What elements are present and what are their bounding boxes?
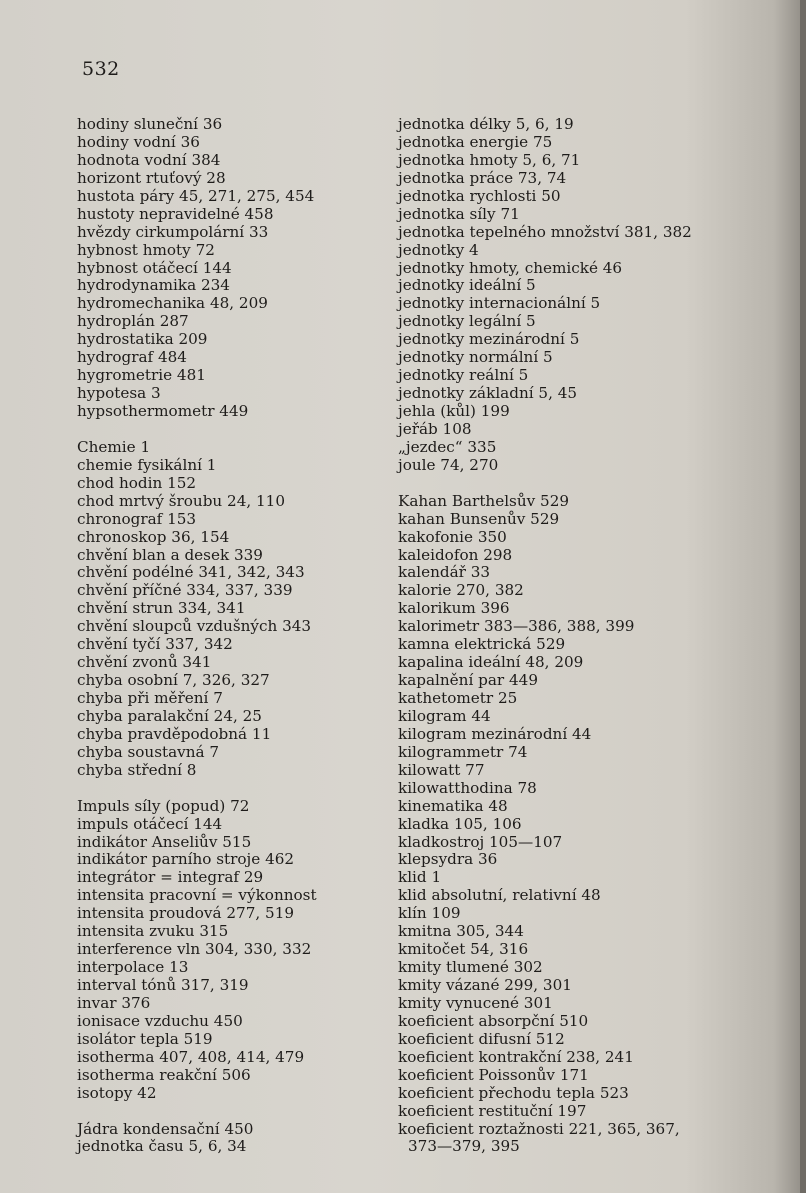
index-entry: kapalina ideální 48, 209: [398, 653, 584, 672]
index-entry: chvění zvonů 341: [77, 653, 212, 672]
index-entry: kalorimetr 383—386, 388, 399: [398, 617, 635, 636]
index-entry: klid absolutní, relativní 48: [398, 886, 601, 905]
index-entry: koeficient restituční 197: [398, 1101, 587, 1120]
index-entry: kmity tlumené 302: [398, 958, 543, 977]
index-entry: indikátor parního stroje 462: [77, 850, 295, 869]
index-entry: jednotky internacionální 5: [398, 294, 601, 313]
index-entry: hustota páry 45, 271, 275, 454: [77, 186, 315, 205]
index-entry: intensita proudová 277, 519: [77, 904, 295, 923]
index-entry: chvění blan a desek 339: [77, 545, 263, 564]
index-entry: kmity vázané 299, 301: [398, 976, 572, 994]
index-entry: kmitočet 54, 316: [398, 940, 529, 959]
index-entry: intensita zvuku 315: [77, 922, 229, 941]
index-entry: impuls otáčecí 144: [77, 814, 223, 833]
index-entry: joule 74, 270: [398, 455, 499, 474]
index-entry: Jádra kondensační 450: [77, 1119, 254, 1138]
index-entry: jednotky legální 5: [398, 312, 536, 331]
index-entry: interpolace 13: [77, 958, 189, 977]
index-entry: kilogram mezinárodní 44: [398, 724, 592, 743]
page-binding-edge: [800, 0, 806, 1193]
index-entry: jednotka délky 5, 6, 19: [398, 115, 574, 133]
index-entry: jednotka práce 73, 74: [398, 168, 567, 187]
index-entry: jeřáb 108: [398, 419, 472, 438]
index-column-left: [77, 116, 377, 1156]
index-entry: jednotky základní 5, 45: [398, 384, 578, 403]
index-entry: chyba při měření 7: [77, 689, 223, 707]
index-entry: kathetometr 25: [398, 689, 518, 707]
index-entry: klid 1: [398, 868, 442, 887]
index-entry: horizont rtuťový 28: [77, 168, 226, 187]
index-entry: koeficient absorpční 510: [398, 1011, 589, 1030]
index-entry: kalorikum 396: [398, 599, 510, 618]
index-entry: hydrodynamika 234: [77, 276, 230, 295]
index-entry: kakofonie 350: [398, 527, 507, 546]
index-entry: chronoskop 36, 154: [77, 527, 230, 546]
index-entry: 373—379, 395: [408, 1137, 520, 1156]
index-column-right: [398, 116, 758, 1156]
index-entry: kahan Bunsenův 529: [398, 509, 560, 528]
index-entry: hypsothermometr 449: [77, 402, 249, 420]
index-entry: chyba střední 8: [77, 760, 197, 779]
index-entry: interval tónů 317, 319: [77, 976, 249, 994]
page-number: 532: [82, 58, 120, 80]
section-gap: [77, 421, 377, 439]
index-entry: hybnost otáčecí 144: [77, 258, 232, 277]
index-entry: Kahan Barthelsův 529: [398, 491, 570, 510]
index-entry: invar 376: [77, 993, 151, 1012]
index-entry: ionisace vzduchu 450: [77, 1011, 243, 1030]
index-entry: hodiny sluneční 36: [77, 115, 223, 133]
index-entry: kilogram 44: [398, 706, 491, 725]
index-entry: jednotky hmoty, chemické 46: [398, 258, 623, 277]
index-entry: chvění sloupců vzdušných 343: [77, 617, 312, 636]
index-entry: chyba osobní 7, 326, 327: [77, 671, 270, 690]
section-gap: [398, 475, 758, 493]
index-entry: hydroplán 287: [77, 312, 189, 331]
section-gap: [77, 1103, 377, 1121]
index-entry: kilowatt 77: [398, 760, 485, 779]
index-entry: hybnost hmoty 72: [77, 240, 215, 259]
index-entry: hustoty nepravidelné 458: [77, 204, 274, 223]
index-entry: chyba soustavná 7: [77, 742, 220, 761]
index-entry: isotopy 42: [77, 1083, 157, 1102]
index-entry: kalorie 270, 382: [398, 581, 524, 600]
index-entry: isotherma reakční 506: [77, 1065, 251, 1084]
index-entry: chvění příčné 334, 337, 339: [77, 581, 293, 600]
index-entry: hydrograf 484: [77, 348, 187, 367]
index-entry: koeficient Poissonův 171: [398, 1065, 589, 1084]
index-entry: chod mrtvý šroubu 24, 110: [77, 491, 286, 510]
index-entry: kladka 105, 106: [398, 814, 522, 833]
index-entry: kmity vynucené 301: [398, 993, 553, 1012]
index-entry: chronograf 153: [77, 509, 197, 528]
index-entry: „jezdec“ 335: [398, 437, 497, 456]
index-entry: Chemie 1: [77, 437, 151, 456]
index-entry: jednotka tepelného množství 381, 382: [398, 222, 692, 241]
index-entry: kladkostroj 105—107: [398, 832, 563, 851]
index-entry: chvění tyčí 337, 342: [77, 635, 233, 654]
index-entry: klín 109: [398, 904, 461, 923]
index-entry: integrátor = integraf 29: [77, 868, 264, 887]
index-entry: hodiny vodní 36: [77, 132, 200, 151]
index-entry: chemie fysikální 1: [77, 455, 217, 474]
index-entry: hodnota vodní 384: [77, 150, 221, 169]
index-entry: interference vln 304, 330, 332: [77, 940, 312, 959]
index-entry: kinematika 48: [398, 796, 508, 815]
index-entry: hvězdy cirkumpolární 33: [77, 222, 269, 241]
index-entry: jednotky ideální 5: [398, 276, 536, 295]
index-entry: koeficient přechodu tepla 523: [398, 1083, 629, 1102]
section-gap: [77, 780, 377, 798]
index-entry: kilowatthodina 78: [398, 778, 537, 797]
index-entry: chvění strun 334, 341: [77, 599, 246, 618]
index-entry: hydromechanika 48, 209: [77, 294, 268, 313]
index-entry: kalendář 33: [398, 563, 491, 582]
index-entry: jednotky reální 5: [398, 366, 529, 385]
index-entry: jednotky normální 5: [398, 348, 553, 367]
index-entry: hydrostatika 209: [77, 330, 208, 349]
index-entry: kaleidofon 298: [398, 545, 513, 564]
index-entry: hypotesa 3: [77, 384, 161, 403]
index-entry: jednotka rychlosti 50: [398, 186, 561, 205]
index-entry: jednotka času 5, 6, 34: [77, 1137, 247, 1156]
index-entry: jednotky 4: [398, 240, 479, 259]
index-entry: intensita pracovní = výkonnost: [77, 886, 317, 905]
index-entry: isotherma 407, 408, 414, 479: [77, 1047, 305, 1066]
index-entry: jednotka hmoty 5, 6, 71: [398, 150, 581, 169]
index-entry: Impuls síly (popud) 72: [77, 796, 250, 815]
index-entry: jednotky mezinárodní 5: [398, 330, 580, 349]
index-entry: koeficient kontrakční 238, 241: [398, 1047, 634, 1066]
index-entry: jednotka síly 71: [398, 204, 520, 223]
index-entry: chvění podélné 341, 342, 343: [77, 563, 305, 582]
index-entry: koeficient difusní 512: [398, 1029, 565, 1048]
index-entry: kapalnění par 449: [398, 671, 538, 690]
index-entry: chyba paralakční 24, 25: [77, 706, 262, 725]
index-entry: indikátor Anseliův 515: [77, 832, 252, 851]
index-entry: hygrometrie 481: [77, 366, 206, 385]
index-entry: jehla (kůl) 199: [398, 402, 510, 420]
index-entry: klepsydra 36: [398, 850, 498, 869]
index-entry: koeficient roztažnosti 221, 365, 367,: [398, 1119, 680, 1138]
index-entry: jednotka energie 75: [398, 132, 553, 151]
index-entry: chyba pravděpodobná 11: [77, 724, 272, 743]
index-entry: chod hodin 152: [77, 473, 197, 492]
index-entry: kmitna 305, 344: [398, 922, 524, 941]
index-entry: kilogrammetr 74: [398, 742, 528, 761]
index-entry: isolátor tepla 519: [77, 1029, 213, 1048]
index-entry: kamna elektrická 529: [398, 635, 566, 654]
